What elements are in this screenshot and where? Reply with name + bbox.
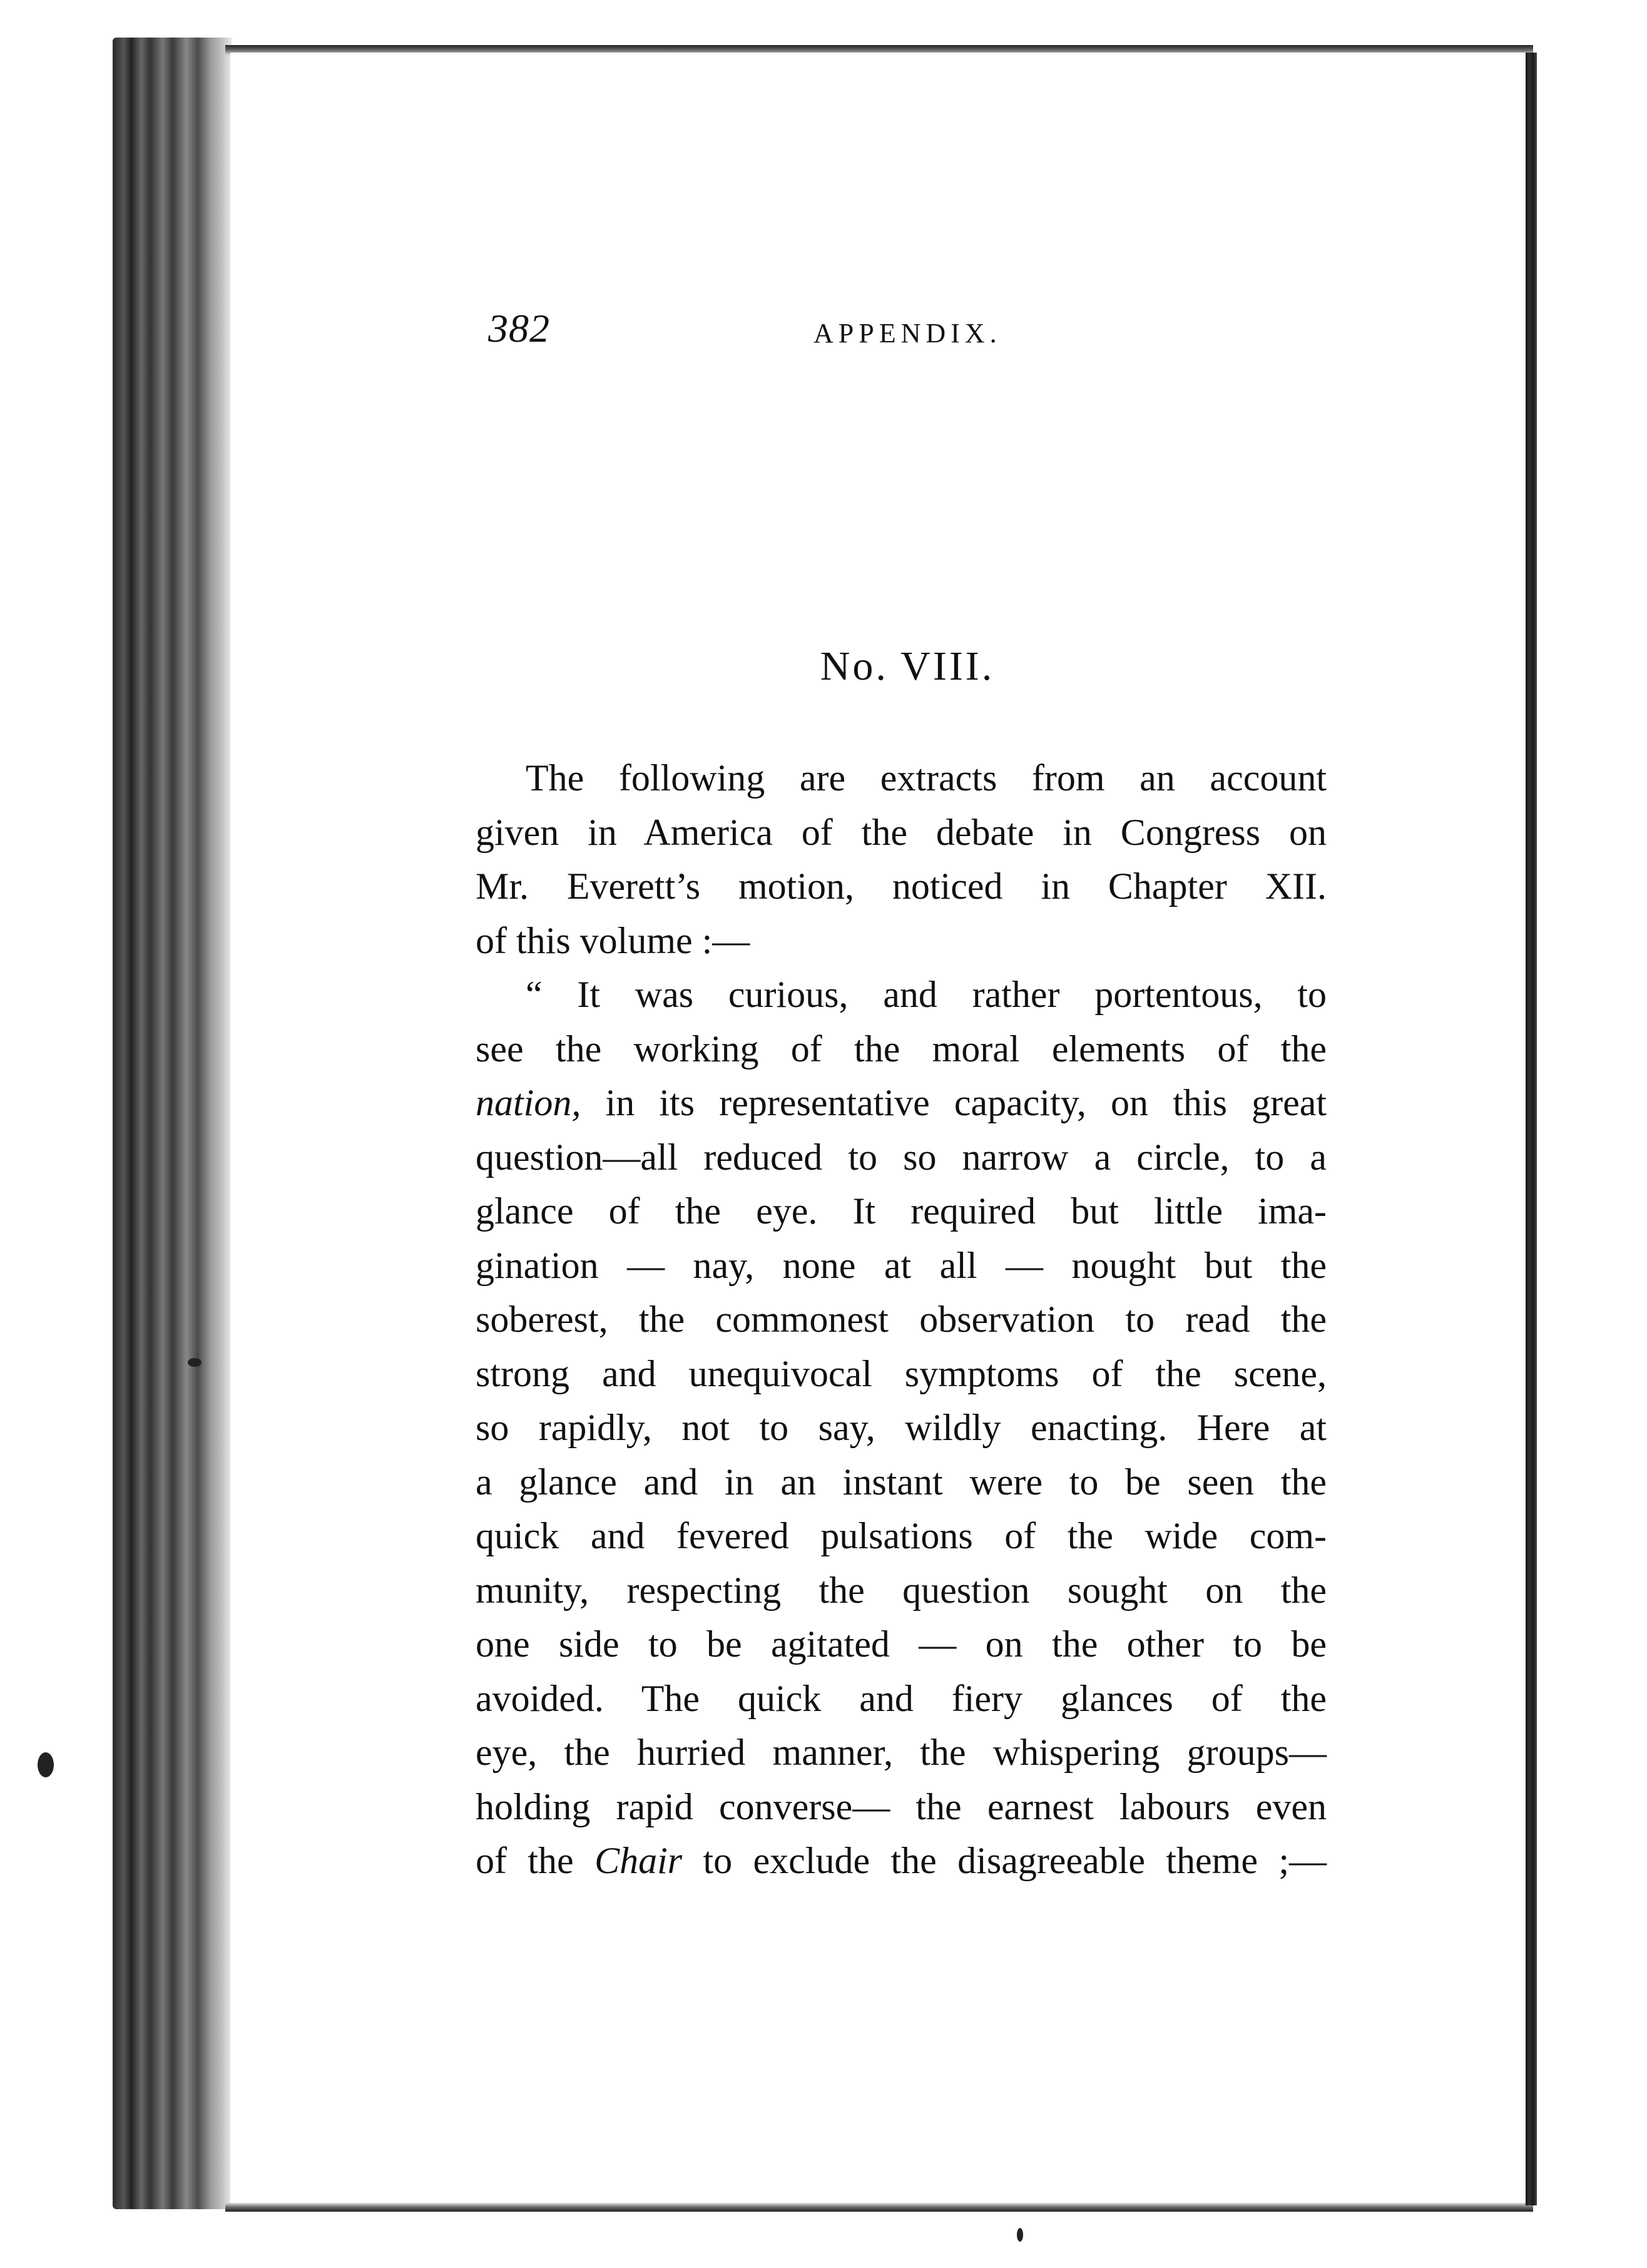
running-title: APPENDIX.	[813, 318, 1002, 349]
text-line: of this volume :—	[476, 919, 750, 961]
text-line: soberest, the commonest observation to read the	[476, 1299, 1327, 1340]
text-line: a glance and in an instant were to be seen the	[476, 1461, 1327, 1503]
book-page-stack-edge	[113, 38, 232, 2209]
page-gutter-edge	[1526, 53, 1537, 2205]
section-heading: No. VIII.	[820, 643, 995, 689]
text-line: avoided. The quick and fiery glances of the	[476, 1677, 1327, 1719]
text-line-rest: in its representative capacity, on this great	[605, 1082, 1327, 1123]
scan-speck	[188, 1358, 201, 1367]
text-line-rest: to exclude the disagreeable theme ;—	[703, 1840, 1327, 1881]
body-text	[476, 751, 1327, 1888]
text-line: munity, respecting the question sought on the	[476, 1569, 1327, 1611]
text-line: The following are extracts from an account	[526, 757, 1327, 799]
facing-page-strip	[1537, 56, 1647, 2203]
text-line: holding rapid converse— the earnest labours even	[476, 1785, 1327, 1827]
text-line: so rapidly, not to say, wildly enacting. Here at	[476, 1407, 1327, 1448]
text-line: one side to be agitated — on the other to be	[476, 1623, 1327, 1665]
text-line: question—all reduced to so narrow a circle, to a	[476, 1136, 1327, 1178]
text-line: given in America of the debate in Congress on	[476, 811, 1327, 853]
book-bottom-edge	[225, 2203, 1533, 2212]
text-line: quick and fevered pulsations of the wide com-	[476, 1515, 1327, 1556]
italic-word-nation: nation,	[476, 1082, 581, 1123]
page-number: 382	[488, 306, 550, 350]
text-line-prefix: of the	[476, 1840, 574, 1881]
text-line: gination — nay, none at all — nought but the	[476, 1244, 1327, 1286]
text-line: strong and unequivocal symptoms of the scene,	[476, 1352, 1327, 1394]
running-head	[488, 300, 1333, 357]
text-line	[476, 1834, 1327, 1888]
text-line: Mr. Everett’s motion, noticed in Chapter XII.	[476, 866, 1327, 907]
scan-speck	[38, 1752, 54, 1777]
text-line: see the working of the moral elements of the	[476, 1028, 1327, 1070]
text-line: eye, the hurried manner, the whispering groups—	[476, 1732, 1327, 1773]
scan-speck	[1017, 2228, 1023, 2242]
text-line: glance of the eye. It required but little ima-	[476, 1190, 1327, 1232]
text-line	[476, 1076, 1327, 1130]
italic-word-chair: Chair	[594, 1840, 683, 1881]
text-line: “ It was curious, and rather portentous, to	[526, 974, 1327, 1015]
